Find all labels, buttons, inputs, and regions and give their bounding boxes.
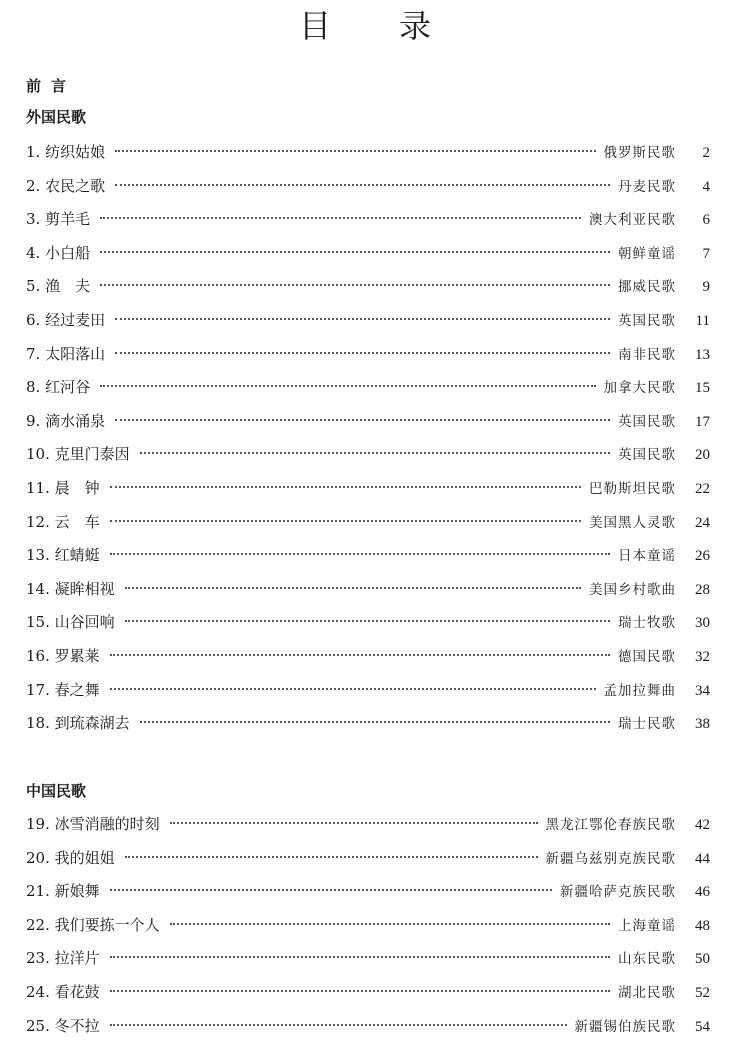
dot-leader xyxy=(140,452,610,454)
toc-list-foreign xyxy=(26,140,710,745)
toc-entry-page-number: 30 xyxy=(695,615,710,632)
toc-entry[interactable] xyxy=(26,846,710,880)
toc-entry[interactable] xyxy=(26,375,710,409)
toc-entry[interactable] xyxy=(26,577,710,611)
toc-entry-title: 25. 冬不拉 xyxy=(26,1016,100,1035)
dot-leader xyxy=(110,688,596,690)
toc-entry-page-number: 6 xyxy=(702,212,710,229)
toc-entry[interactable] xyxy=(26,409,710,443)
dot-leader xyxy=(100,251,610,253)
toc-entry-title: 15. 山谷回响 xyxy=(26,613,115,632)
toc-entry-origin: 英国民歌 xyxy=(618,447,676,464)
toc-entry-page-number: 15 xyxy=(695,380,710,397)
toc-entry-origin: 瑞士牧歌 xyxy=(618,615,676,632)
toc-entry[interactable] xyxy=(26,510,710,544)
toc-entry-page-number: 2 xyxy=(702,145,710,161)
toc-entry[interactable] xyxy=(26,543,710,577)
toc-entry-title: 18. 到琉森湖去 xyxy=(26,714,130,733)
dot-leader xyxy=(125,620,610,622)
toc-entry-page-number: 34 xyxy=(695,682,710,699)
toc-entry-page-number: 20 xyxy=(695,447,710,464)
toc-entry-title: 4. 小白船 xyxy=(26,243,91,262)
toc-entry[interactable] xyxy=(26,241,710,275)
toc-entry[interactable] xyxy=(26,610,710,644)
toc-entry-origin: 黑龙江鄂伦春族民歌 xyxy=(545,817,676,833)
toc-entry-title: 7. 太阳落山 xyxy=(26,344,106,363)
toc-entry-origin: 朝鲜童谣 xyxy=(618,245,676,262)
toc-entry-page-number: 9 xyxy=(702,279,710,296)
toc-entry-page-number: 28 xyxy=(695,581,710,598)
toc-entry-page-number: 38 xyxy=(695,716,710,733)
toc-entry-origin: 新疆锡伯族民歌 xyxy=(574,1018,676,1035)
dot-leader xyxy=(125,856,538,858)
toc-entry-origin: 巴勒斯坦民歌 xyxy=(589,480,676,497)
toc-entry-title: 16. 罗累莱 xyxy=(26,646,100,665)
toc-entry-page-number: 24 xyxy=(695,514,710,531)
toc-entry-title: 23. 拉洋片 xyxy=(26,949,100,968)
toc-entry-origin: 美国黑人灵歌 xyxy=(589,514,676,531)
toc-entry-page-number: 48 xyxy=(695,917,710,934)
section-heading-chinese: 中国民歌 xyxy=(26,782,87,800)
toc-entry-title: 13. 红蜻蜓 xyxy=(26,546,100,565)
dot-leader xyxy=(110,654,610,656)
toc-entry-title: 1. 纺织姑娘 xyxy=(26,143,106,161)
toc-entry-page-number: 7 xyxy=(702,245,710,262)
toc-entry-origin: 新疆哈萨克族民歌 xyxy=(560,884,676,901)
toc-entry-origin: 澳大利亚民歌 xyxy=(589,212,676,229)
toc-entry-title: 2. 农民之歌 xyxy=(26,176,106,195)
toc-entry-page-number: 44 xyxy=(695,850,710,867)
dot-leader xyxy=(115,318,610,320)
toc-entry-page-number: 32 xyxy=(695,648,710,665)
dot-leader xyxy=(115,150,595,152)
toc-entry[interactable] xyxy=(26,879,710,913)
toc-entry[interactable] xyxy=(26,476,710,510)
toc-entry[interactable] xyxy=(26,174,710,208)
toc-entry-origin: 孟加拉舞曲 xyxy=(603,682,676,699)
toc-entry-origin: 加拿大民歌 xyxy=(603,380,676,397)
toc-entry-origin: 上海童谣 xyxy=(618,917,676,934)
toc-entry-origin: 俄罗斯民歌 xyxy=(603,145,676,161)
toc-entry-title: 10. 克里门泰因 xyxy=(26,445,130,464)
toc-entry-origin: 德国民歌 xyxy=(618,648,676,665)
toc-entry-title: 24. 看花鼓 xyxy=(26,982,100,1001)
toc-entry[interactable] xyxy=(26,644,710,678)
toc-entry[interactable] xyxy=(26,678,710,712)
toc-entry[interactable] xyxy=(26,342,710,376)
dot-leader xyxy=(140,721,610,723)
toc-entry-title: 12. 云 车 xyxy=(26,512,100,531)
toc-entry-title: 3. 剪羊毛 xyxy=(26,210,91,229)
toc-entry-page-number: 26 xyxy=(695,548,710,565)
dot-leader xyxy=(110,1024,567,1026)
toc-entry[interactable] xyxy=(26,711,710,745)
toc-entry-origin: 日本童谣 xyxy=(618,548,676,565)
toc-entry[interactable] xyxy=(26,140,710,174)
toc-entry-origin: 南非民歌 xyxy=(618,346,676,363)
dot-leader xyxy=(100,284,610,286)
dot-leader xyxy=(100,385,595,387)
toc-entry[interactable] xyxy=(26,812,710,846)
toc-entry[interactable] xyxy=(26,946,710,980)
toc-entry-origin: 丹麦民歌 xyxy=(618,178,676,195)
toc-entry-origin: 挪威民歌 xyxy=(618,279,676,296)
dot-leader xyxy=(110,486,581,488)
toc-entry-page-number: 52 xyxy=(695,984,710,1001)
dot-leader xyxy=(170,923,610,925)
toc-entry-origin: 瑞士民歌 xyxy=(618,716,676,733)
toc-entry[interactable] xyxy=(26,308,710,342)
toc-entry-origin: 美国乡村歌曲 xyxy=(589,581,676,598)
dot-leader xyxy=(110,553,610,555)
dot-leader xyxy=(110,889,552,891)
toc-list-chinese xyxy=(26,812,710,1047)
toc-entry-title: 22. 我们要拣一个人 xyxy=(26,915,160,934)
dot-leader xyxy=(110,956,610,958)
dot-leader xyxy=(110,520,581,522)
dot-leader xyxy=(115,352,610,354)
dot-leader xyxy=(170,822,538,824)
section-heading-foreign: 外国民歌 xyxy=(26,108,87,126)
dot-leader xyxy=(110,990,610,992)
toc-entry-title: 9. 滴水涌泉 xyxy=(26,411,106,430)
toc-entry-page-number: 4 xyxy=(702,178,710,195)
toc-entry-page-number: 42 xyxy=(695,817,710,833)
toc-entry-title: 6. 经过麦田 xyxy=(26,310,106,329)
toc-entry-origin: 湖北民歌 xyxy=(618,984,676,1001)
toc-entry-page-number: 22 xyxy=(695,480,710,497)
toc-entry-title: 21. 新娘舞 xyxy=(26,882,100,901)
toc-entry-page-number: 46 xyxy=(695,884,710,901)
toc-entry-page-number: 17 xyxy=(695,413,710,430)
toc-entry-title: 20. 我的姐姐 xyxy=(26,848,115,867)
preface-heading[interactable]: 前言 xyxy=(26,77,77,95)
toc-entry[interactable] xyxy=(26,274,710,308)
toc-entry-origin: 山东民歌 xyxy=(618,951,676,968)
toc-entry-page-number: 13 xyxy=(695,346,710,363)
toc-entry-origin: 英国民歌 xyxy=(618,312,676,329)
toc-entry-origin: 英国民歌 xyxy=(618,413,676,430)
toc-entry-title: 19. 冰雪消融的时刻 xyxy=(26,815,160,833)
toc-entry-title: 14. 凝眸相视 xyxy=(26,579,115,598)
dot-leader xyxy=(115,184,610,186)
toc-entry-title: 8. 红河谷 xyxy=(26,378,91,397)
toc-entry-page-number: 54 xyxy=(695,1018,710,1035)
toc-entry-page-number: 50 xyxy=(695,951,710,968)
toc-entry[interactable] xyxy=(26,1014,710,1048)
toc-entry-origin: 新疆乌兹别克族民歌 xyxy=(545,850,676,867)
dot-leader xyxy=(125,587,581,589)
toc-entry[interactable] xyxy=(26,207,710,241)
toc-entry-title: 17. 春之舞 xyxy=(26,680,100,699)
toc-entry-title: 5. 渔 夫 xyxy=(26,277,91,296)
dot-leader xyxy=(100,217,581,219)
dot-leader xyxy=(115,419,610,421)
toc-entry[interactable] xyxy=(26,913,710,947)
toc-entry[interactable] xyxy=(26,442,710,476)
page-title: 目录 xyxy=(298,7,499,45)
toc-entry-page-number: 11 xyxy=(695,312,710,329)
toc-entry[interactable] xyxy=(26,980,710,1014)
toc-entry-title: 11. 晨 钟 xyxy=(26,478,100,497)
